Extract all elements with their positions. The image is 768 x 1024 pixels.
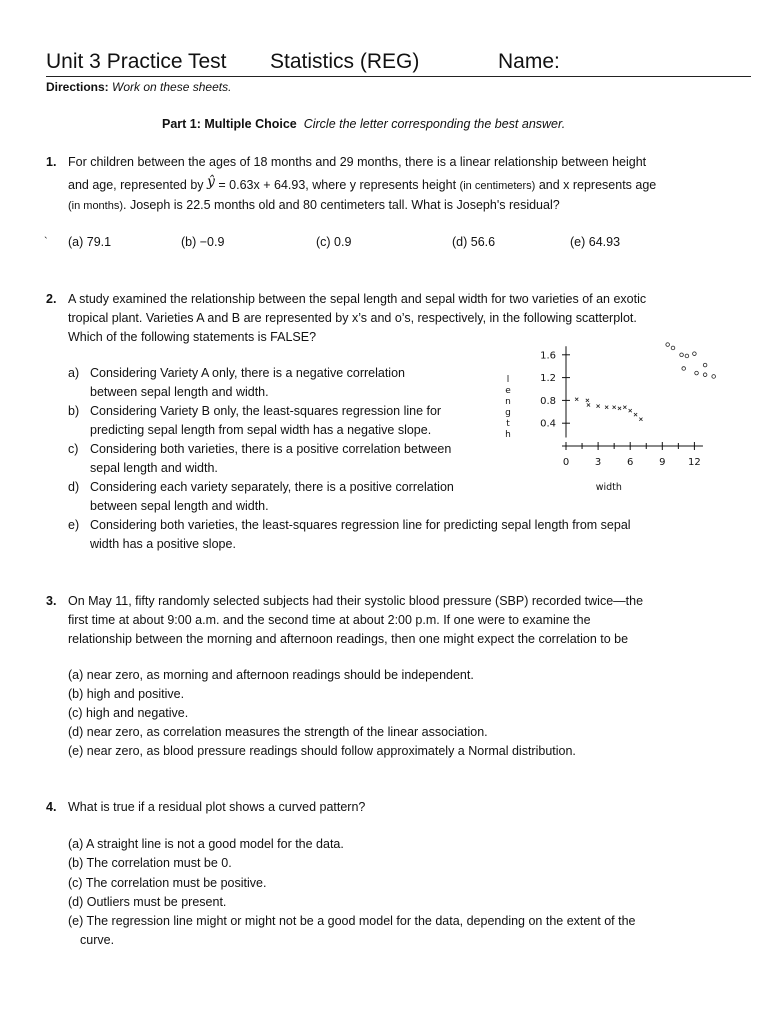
y-axis-label-letter: l [506,375,510,385]
page-header [46,46,751,77]
point-variety-a [575,398,578,401]
q3-line2: first time at about 9:00 a.m. and the second time at about 2:00 p.m. If one were to examine the [68,613,591,627]
q2-option-e-text2: width has a positive slope. [90,537,236,551]
q2-option-b-text2: predicting sepal length from sepal width has a negative slope. [90,423,432,437]
q2-option-c-text2: sepal length and width. [90,461,218,475]
q2-option-b-text1: Considering Variety B only, the least-squares regression line for [90,404,442,418]
q4-option-d[interactable]: (d) Outliers must be present. [68,895,227,909]
q3-line1: On May 11, fifty randomly selected subjects had their systolic blood pressure (SBP) recorded twice—the [68,594,644,608]
q1-line2-pre: and age, represented by [68,178,204,192]
scatterplot-svg [500,338,740,498]
q3-option-b[interactable]: (b) high and positive. [68,687,185,701]
q1-line3-post: . Joseph is 22.5 months old and 80 centimeters tall. What is Joseph's residual? [123,198,560,212]
point-variety-b [703,373,707,377]
q1-choice-d[interactable]: (d) 56.6 [452,235,496,249]
x-axis-label: width [595,482,622,493]
q1-line2 [68,174,657,193]
q2-option-c-text1: Considering both varieties, there is a positive correlation between [90,442,452,456]
course-name: Statistics (REG) [270,50,420,73]
q1-choice-e[interactable]: (e) 64.93 [570,235,621,249]
test-title: Unit 3 Practice Test [46,50,227,73]
q1-choice-c[interactable]: (c) 0.9 [316,235,352,249]
point-variety-b [693,352,697,356]
point-variety-b [695,371,699,375]
point-variety-a [623,406,626,409]
directions-text: Work on these sheets. [112,80,232,94]
q2-option-a-letter[interactable]: a) [68,366,80,380]
x-tick-label: 9 [659,457,666,468]
point-variety-b [666,343,670,347]
point-variety-a [618,407,621,410]
q3-option-d[interactable]: (d) near zero, as correlation measures the strength of the linear association. [68,725,488,739]
part1-instruction: Circle the letter corresponding the best answer. [303,117,566,131]
y-axis-label-letter: t [506,419,510,429]
q2-option-d-text2: between sepal length and width. [90,499,269,513]
q2-line2: tropical plant. Varieties A and B are represented by x’s and o’s, respectively, in the following scatterplot. [68,311,637,325]
point-variety-b [685,354,689,358]
q1-choice-b[interactable]: (b) −0.9 [181,235,225,249]
q2-option-a-text1: Considering Variety A only, there is a negative correlation [90,366,405,380]
q4-option-e[interactable]: (e) The regression line might or might not be a good model for the data, depending on the extent of the [68,914,636,928]
q3-option-a[interactable]: (a) near zero, as morning and afternoon readings should be independent. [68,668,474,682]
name-label: Name: [498,50,560,73]
stray-mark: ` [44,236,48,248]
y-axis-label-letter: e [505,386,511,396]
point-variety-a [629,409,632,412]
y-tick-label: 0.8 [540,395,556,407]
q2-option-d-letter[interactable]: d) [68,480,80,494]
point-variety-a [586,399,589,402]
x-tick-label: 6 [627,457,634,468]
y-axis-label-letter: g [505,408,511,418]
point-variety-a [597,405,600,408]
directions [46,80,231,94]
q3-option-e[interactable]: (e) near zero, as blood pressure readings should follow approximately a Normal distribution. [68,744,576,758]
q2-line1: A study examined the relationship between the sepal length and sepal width for two varieties of an exotic [68,292,647,306]
q2-option-d-text1: Considering each variety separately, there is a positive correlation [90,480,454,494]
point-variety-a [634,413,637,416]
y-axis-label-letter: h [505,430,511,440]
q3-number: 3. [46,594,57,608]
q1-choice-a[interactable]: (a) 79.1 [68,235,112,249]
q2-number: 2. [46,292,57,306]
x-tick-label: 3 [594,457,602,468]
point-variety-b [671,346,675,350]
q2-option-a-text2: between sepal length and width. [90,385,269,399]
q4-option-e-cont: curve. [80,933,115,947]
part1-heading [162,117,565,131]
q3-option-c[interactable]: (c) high and negative. [68,706,189,720]
q1-equation: = 0.63x + 64.93, where y represents height [214,178,460,192]
x-tick-label: 0 [562,457,570,468]
x-tick-label: 12 [688,457,701,468]
q1-line3 [68,198,560,212]
scatterplot [500,338,740,498]
y-axis-label-letter: n [505,397,511,407]
point-variety-b [703,363,707,367]
q4-option-b[interactable]: (b) The correlation must be 0. [68,856,232,870]
part1-label: Part 1: Multiple Choice [162,117,297,131]
q1-unit-cm: (in centimeters) [459,180,536,192]
point-variety-a [587,403,590,406]
q2-option-e-letter[interactable]: e) [68,518,80,532]
q3-line3: relationship between the morning and afternoon readings, then one might expect the correlation to be [68,632,629,646]
q2-line3: Which of the following statements is FALSE? [68,330,317,344]
q2-option-b-letter[interactable]: b) [68,404,80,418]
y-tick-label: 1.6 [540,350,556,362]
q2-option-c-letter[interactable]: c) [68,442,79,456]
point-variety-a [605,406,608,409]
point-variety-a [613,406,616,409]
q4-question: What is true if a residual plot shows a curved pattern? [68,800,366,814]
y-tick-label: 0.4 [540,418,556,430]
q1-unit-months: (in months) [68,200,124,212]
point-variety-b [682,367,686,371]
q1-number: 1. [46,155,57,169]
point-variety-a [639,418,642,421]
point-variety-b [712,375,716,379]
yhat-symbol: ŷ [207,174,215,190]
point-variety-b [680,353,684,357]
q1-line1: For children between the ages of 18 months and 29 months, there is a linear relationship between height [68,155,647,169]
q4-number: 4. [46,800,57,814]
q4-option-c[interactable]: (c) The correlation must be positive. [68,876,267,890]
y-tick-label: 1.2 [540,373,556,385]
directions-label: Directions: [46,80,109,94]
q1-line2-post: and x represents age [535,178,657,192]
q4-option-a[interactable]: (a) A straight line is not a good model for the data. [68,837,344,851]
q2-option-e-text1: Considering both varieties, the least-squares regression line for predicting sepal length from sepal [90,518,631,532]
